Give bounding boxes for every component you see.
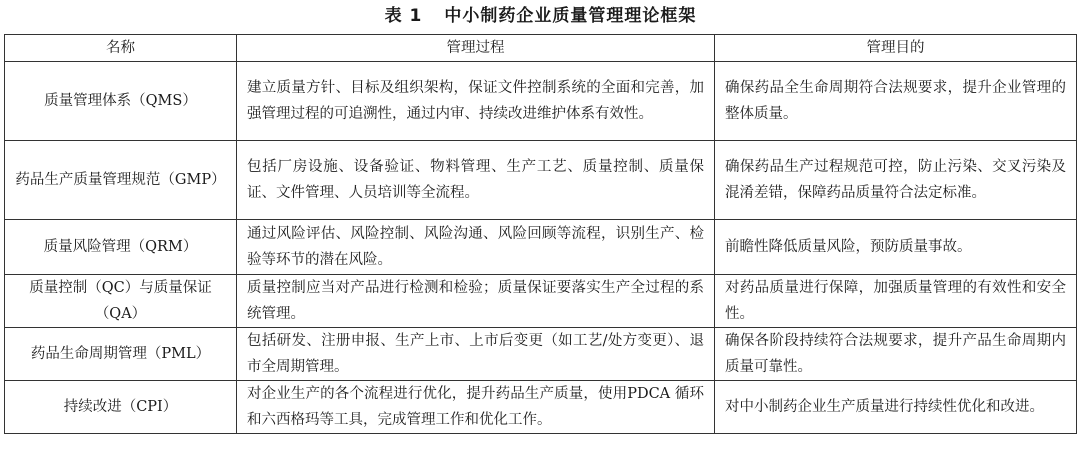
table-caption [0,4,1081,28]
row-goal: 对药品质量进行保障，加强质量管理的有效性和安全性。 [715,275,1077,328]
row-process: 对企业生产的各个流程进行优化，提升药品生产质量，使用PDCA 循环和六西格玛等工具，完成管理工作和优化工作。 [237,381,715,434]
table-row [5,328,1077,381]
row-goal: 对中小制药企业生产质量进行持续性优化和改进。 [715,381,1077,434]
row-process: 包括厂房设施、设备验证、物料管理、生产工艺、质量控制、质量保证、文件管理、人员培训等全流程。 [237,141,715,220]
row-process: 建立质量方针、目标及组织架构，保证文件控制系统的全面和完善，加强管理过程的可追溯性，通过内审、持续改进维护体系有效性。 [237,62,715,141]
row-goal: 确保药品生产过程规范可控，防止污染、交叉污染及混淆差错，保障药品质量符合法定标准。 [715,141,1077,220]
table-row [5,62,1077,141]
table-row [5,275,1077,328]
row-name: 药品生命周期管理（PML） [5,328,237,381]
table-header-row [5,35,1077,62]
row-name: 质量管理体系（QMS） [5,62,237,141]
row-goal: 前瞻性降低质量风险，预防质量事故。 [715,220,1077,275]
table-title: 中小制药企业质量管理理论框架 [444,6,697,26]
row-process: 质量控制应当对产品进行检测和检验；质量保证要落实生产全过程的系统管理。 [237,275,715,328]
row-name: 质量风险管理（QRM） [5,220,237,275]
row-goal: 确保各阶段持续符合法规要求，提升产品生命周期内质量可靠性。 [715,328,1077,381]
header-name: 名称 [5,35,237,62]
table-row [5,381,1077,434]
table-number: 表 1 [384,6,423,26]
framework-table [4,34,1077,434]
row-name: 质量控制（QC）与质量保证（QA） [5,275,237,328]
row-name: 持续改进（CPI） [5,381,237,434]
table-row [5,220,1077,275]
row-goal: 确保药品全生命周期符合法规要求，提升企业管理的整体质量。 [715,62,1077,141]
table-row [5,141,1077,220]
row-process: 包括研发、注册申报、生产上市、上市后变更（如工艺/处方变更）、退市全周期管理。 [237,328,715,381]
row-process: 通过风险评估、风险控制、风险沟通、风险回顾等流程，识别生产、检验等环节的潜在风险。 [237,220,715,275]
header-goal: 管理目的 [715,35,1077,62]
row-name: 药品生产质量管理规范（GMP） [5,141,237,220]
header-process: 管理过程 [237,35,715,62]
